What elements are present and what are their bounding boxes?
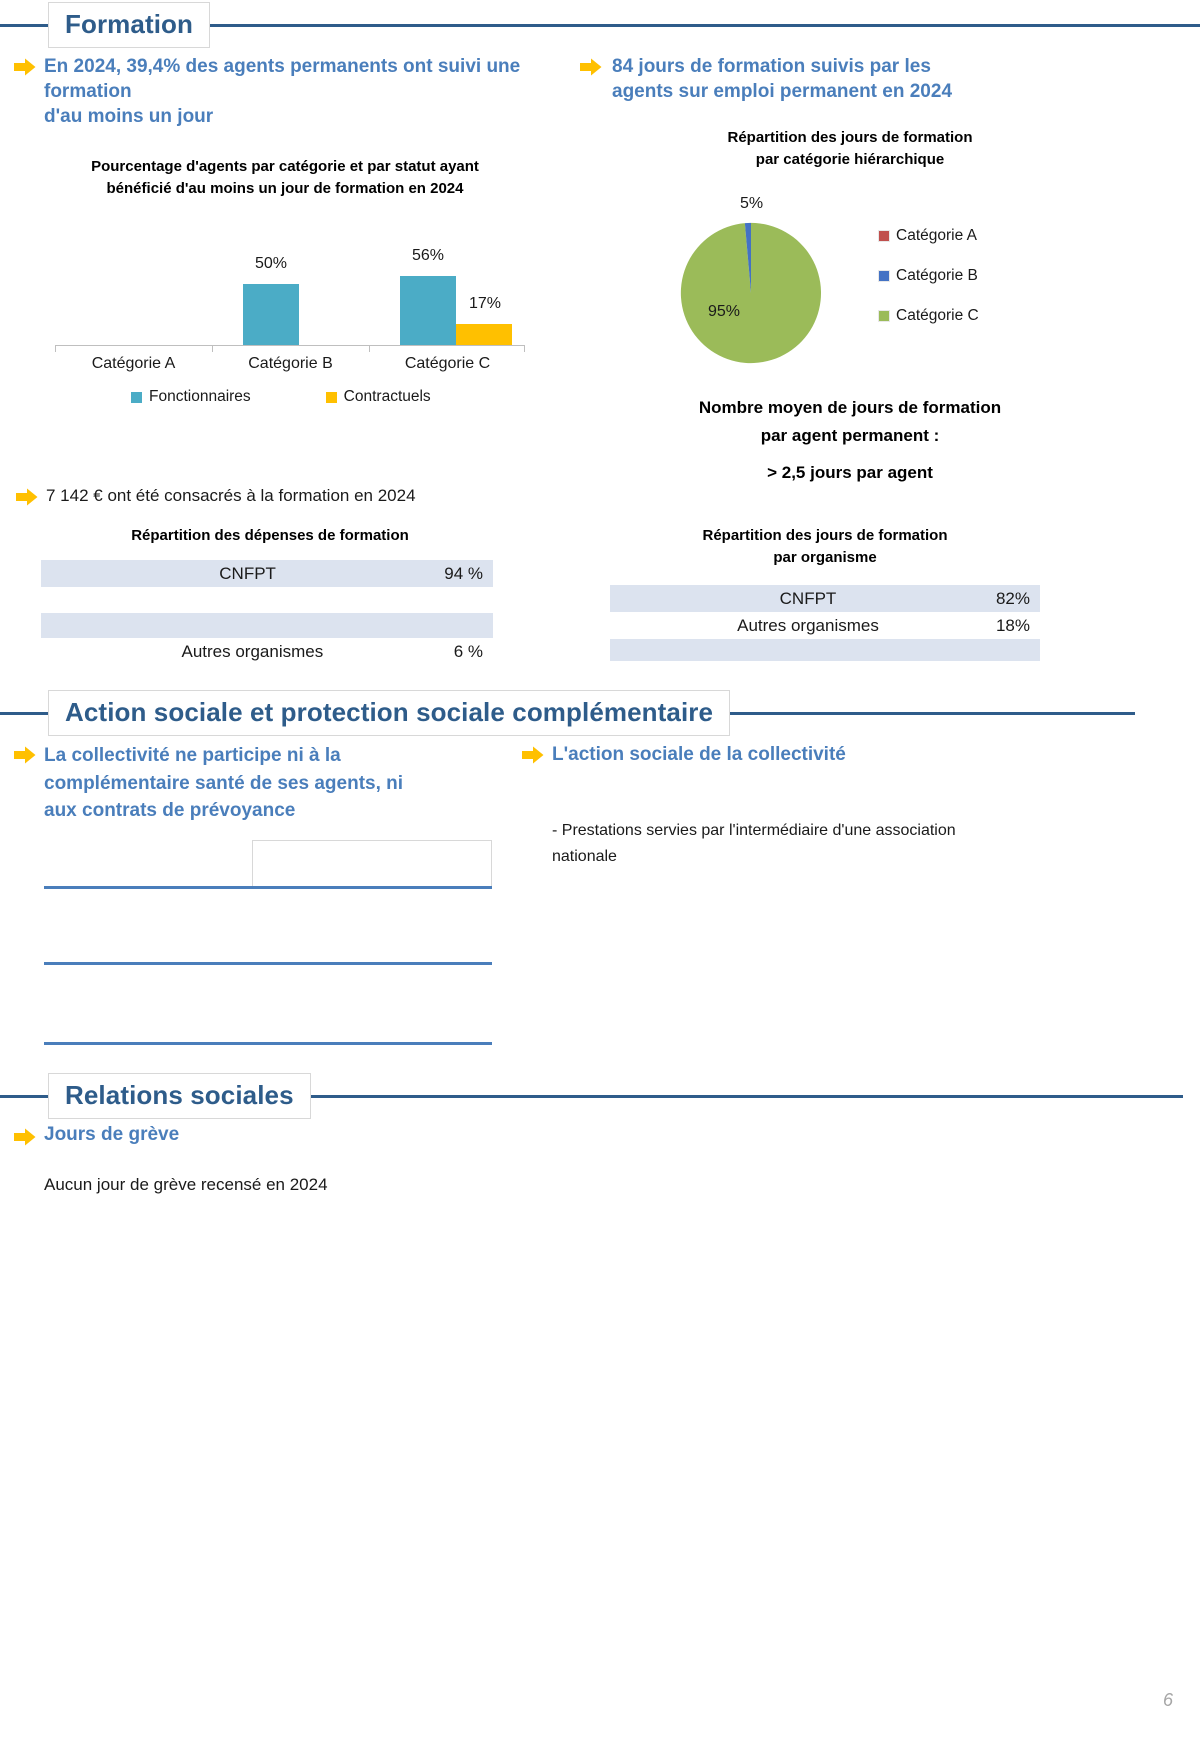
pie-slice-label-categorie-b: 5% <box>740 195 764 212</box>
band-rule-left <box>0 1095 48 1098</box>
section-band-formation <box>0 2 1200 48</box>
formation-bullet-2-line-2: agents sur emploi permanent en 2024 <box>612 81 953 103</box>
section-title-action-sociale: Action sociale et protection sociale complémentaire <box>65 697 714 727</box>
action-sociale-rule-3 <box>44 1042 492 1045</box>
table-cell-label: CNFPT <box>779 588 837 608</box>
pie-chart-legend-label-categorie-a: Catégorie A <box>896 227 977 244</box>
pie-chart-legend-label-categorie-c: Catégorie C <box>896 307 979 324</box>
table-row <box>610 585 1040 612</box>
table-row-spacer <box>41 587 493 613</box>
action-sociale-detail <box>552 818 1042 871</box>
table-organisme-title-line-1: Répartition des jours de formation <box>702 527 948 544</box>
arrow-bullet-icon <box>14 58 36 76</box>
relations-sociales-bullet: Jours de grève <box>44 1124 180 1145</box>
pie-chart-title-line-1: Répartition des jours de formation <box>727 129 973 146</box>
table-cell-label: Autres organismes <box>181 641 324 661</box>
band-rule-right <box>311 1095 1183 1098</box>
formation-average-days-line-1: Nombre moyen de jours de formation <box>698 398 1002 417</box>
pie-chart-legend-item-categorie-a <box>878 227 979 245</box>
action-sociale-rule-2 <box>44 962 492 965</box>
table-row-band <box>41 613 493 638</box>
section-band-relations-sociales <box>0 1073 1200 1119</box>
pie-chart-title <box>645 127 1055 171</box>
section-title-box-action-sociale <box>48 690 730 736</box>
table-cell-label: CNFPT <box>219 563 276 583</box>
table-cell-value: 82% <box>995 588 1030 608</box>
bar-chart-legend-item-contractuels <box>325 388 431 406</box>
table-organisme-title <box>610 525 1040 569</box>
bar-chart-title-line-2: bénéficié d'au moins un jour de formation en 2024 <box>106 179 464 197</box>
action-sociale-detail-line-2: nationale <box>552 848 617 866</box>
bar-chart-title-line-1: Pourcentage d'agents par catégorie et par statut ayant <box>91 158 479 175</box>
pie-chart-title-line-2: par catégorie hiérarchique <box>755 150 945 168</box>
bar-chart-legend-item-fonctionnaires <box>130 388 251 406</box>
bar-chart-legend-label-fonctionnaires: Fonctionnaires <box>149 388 251 405</box>
bar-chart-tick <box>524 345 525 352</box>
legend-swatch-icon <box>325 391 338 404</box>
action-sociale-bullet-left <box>44 742 514 825</box>
bar-chart-category-label-b: Catégorie B <box>248 355 333 372</box>
section-band-action-sociale <box>0 690 1200 736</box>
table-row <box>610 612 1040 639</box>
table-depenses-title: Répartition des dépenses de formation <box>131 527 409 544</box>
formation-average-days-value: > 2,5 jours par agent <box>767 463 933 482</box>
legend-swatch-icon <box>130 391 143 404</box>
action-sociale-blank-table-cell <box>252 840 492 888</box>
legend-swatch-icon <box>878 230 890 242</box>
table-organisme-title-line-2: par organisme <box>773 548 877 566</box>
bar-categorie-c-contractuels <box>456 324 512 345</box>
section-title-formation: Formation <box>65 9 194 39</box>
legend-swatch-icon <box>878 270 890 282</box>
formation-spend-line: 7 142 € ont été consacrés à la formation en 2024 <box>46 486 416 505</box>
pie-slice-label-categorie-c: 95% <box>708 303 741 320</box>
formation-bullet-1-line-3: d'au moins un jour <box>44 106 214 128</box>
band-rule-right <box>730 712 1135 715</box>
bar-chart-legend <box>130 388 431 406</box>
section-title-box-relations-sociales <box>48 1073 311 1119</box>
action-sociale-bullet-left-line-1: La collectivité ne participe ni à la <box>44 745 341 766</box>
bar-label-categorie-c-contractuels: 17% <box>468 295 502 312</box>
arrow-bullet-icon <box>14 746 36 764</box>
pie-chart-legend <box>878 227 979 325</box>
page-number: 6 <box>1163 1690 1174 1710</box>
action-sociale-bullet-left-line-3: aux contrats de prévoyance <box>44 800 296 822</box>
formation-bullet-2-line-1: 84 jours de formation suivis par les <box>612 56 931 77</box>
section-title-relations-sociales: Relations sociales <box>65 1080 294 1110</box>
band-rule-right <box>210 24 1200 27</box>
bar-chart-legend-label-contractuels: Contractuels <box>343 388 431 405</box>
table-row <box>41 638 493 665</box>
bar-chart-formation <box>55 225 525 405</box>
pie-chart-legend-label-categorie-b: Catégorie B <box>896 267 978 284</box>
table-cell-value: 94 % <box>444 563 483 583</box>
arrow-bullet-icon <box>522 746 544 764</box>
formation-average-days-block <box>640 394 1060 449</box>
bar-categorie-c-fonctionnaires <box>400 276 456 345</box>
bar-chart-axis <box>55 345 525 346</box>
arrow-bullet-icon <box>14 1128 36 1146</box>
band-rule-left <box>0 24 48 27</box>
pie-chart-svg <box>678 220 824 366</box>
formation-average-days-line-2: par agent permanent : <box>760 425 940 445</box>
table-cell-label: Autres organismes <box>737 615 879 635</box>
table-row-band <box>610 639 1040 661</box>
bar-chart-category-label-a: Catégorie A <box>91 355 176 372</box>
bar-categorie-b-fonctionnaires <box>243 284 299 345</box>
relations-sociales-text: Aucun jour de grève recensé en 2024 <box>44 1175 328 1194</box>
bar-label-categorie-b-fonctionnaires: 50% <box>254 255 288 272</box>
action-sociale-detail-line-1: - Prestations servies par l'intermédiaire d'une association <box>552 822 956 839</box>
bar-chart-tick <box>212 345 213 352</box>
band-rule-left <box>0 712 48 715</box>
arrow-bullet-icon <box>16 488 38 506</box>
bar-chart-title <box>55 156 515 200</box>
formation-bullet-2 <box>612 54 1072 104</box>
pie-chart-legend-item-categorie-b <box>878 267 979 285</box>
bar-chart-category-label-c: Catégorie C <box>404 355 491 372</box>
action-sociale-bullet-left-line-2: complémentaire santé de ses agents, ni <box>44 772 404 794</box>
arrow-bullet-icon <box>580 58 602 76</box>
legend-swatch-icon <box>878 310 890 322</box>
table-jours-formation-organisme <box>610 585 1040 661</box>
formation-bullet-1-line-2: formation <box>44 81 132 103</box>
table-row <box>41 560 493 587</box>
table-depenses-formation <box>41 560 493 665</box>
action-sociale-bullet-right: L'action sociale de la collectivité <box>552 744 846 765</box>
bar-label-categorie-c-fonctionnaires-value: 56% <box>411 247 445 264</box>
table-cell-value: 18% <box>995 615 1030 635</box>
bar-chart-tick <box>55 345 56 352</box>
pie-chart-jours-formation <box>640 195 1060 370</box>
action-sociale-rule-1 <box>44 886 492 889</box>
section-title-box-formation <box>48 2 210 48</box>
bar-chart-tick <box>369 345 370 352</box>
formation-bullet-1-line-1: En 2024, 39,4% des agents permanents ont suivi une <box>44 56 521 77</box>
formation-bullet-1 <box>44 54 564 129</box>
table-cell-value: 6 % <box>453 641 483 661</box>
pie-chart-legend-item-categorie-c <box>878 307 979 325</box>
